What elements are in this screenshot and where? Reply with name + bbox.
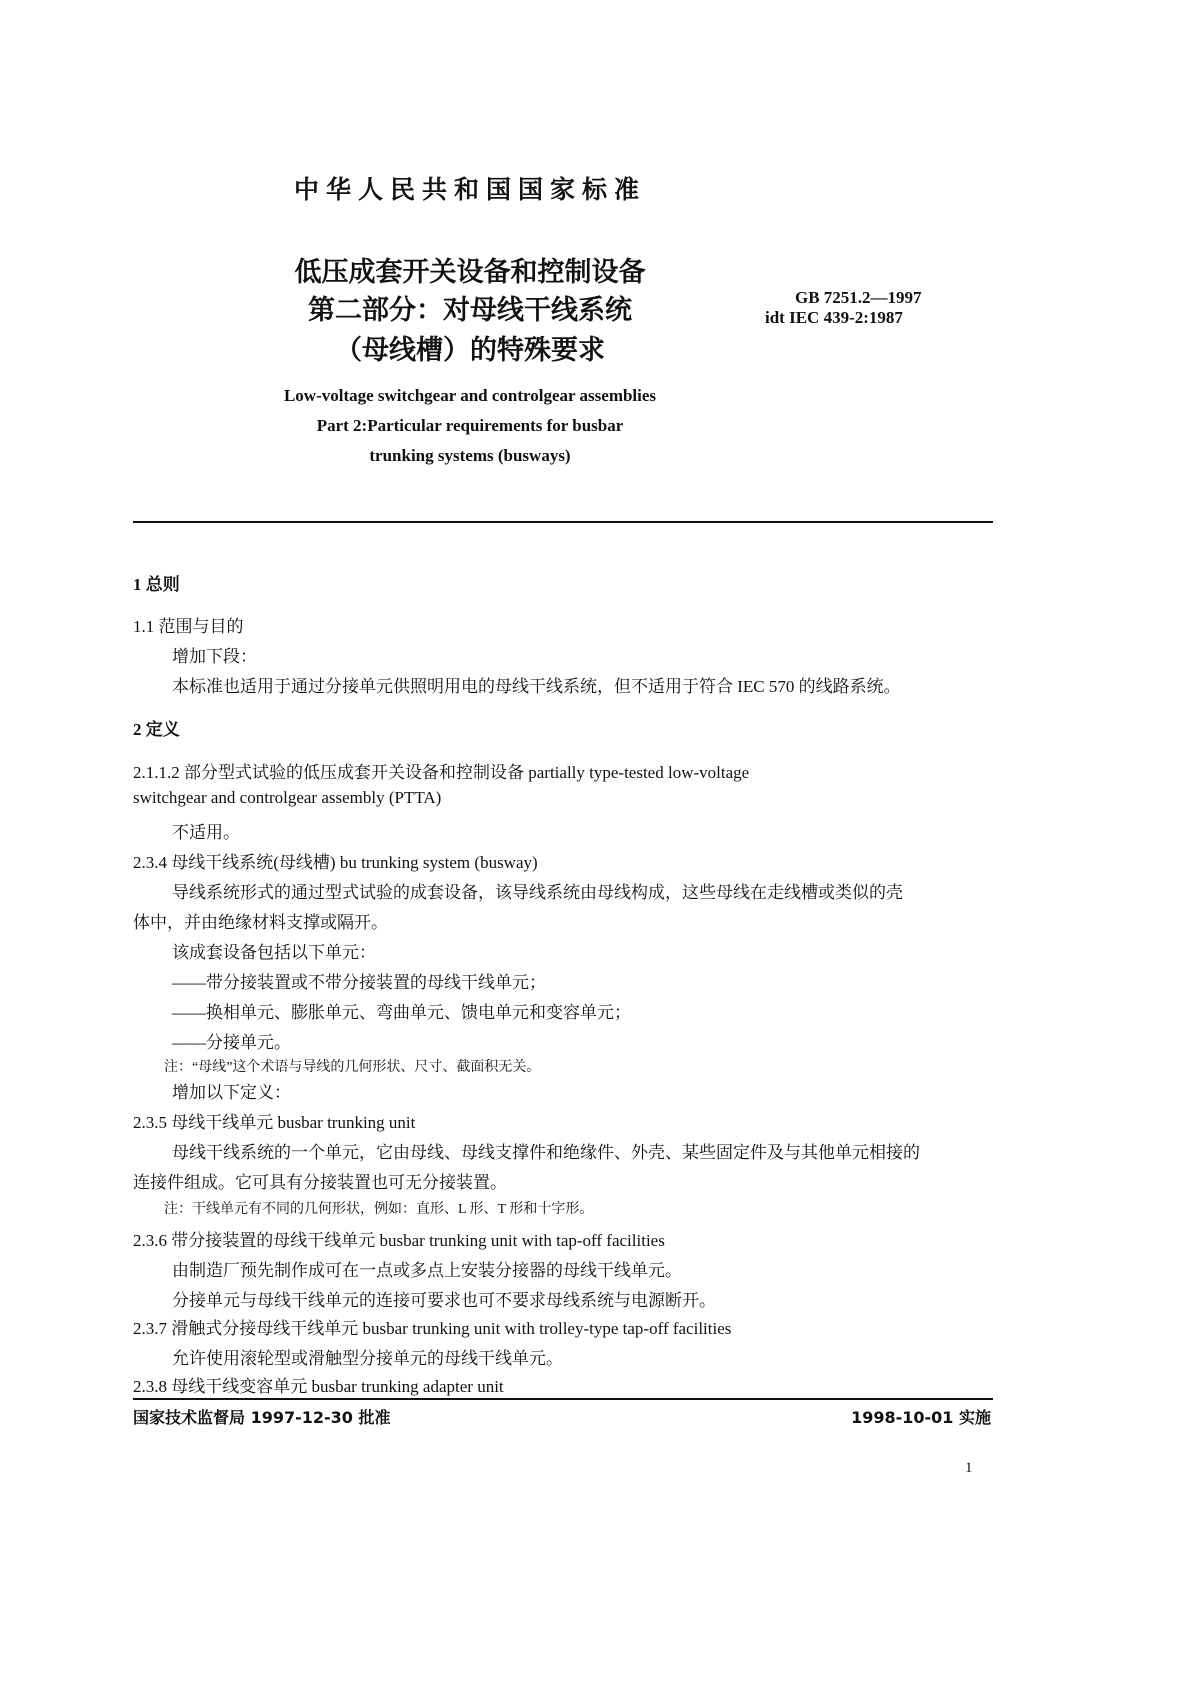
effective-date: 1998-10-01 实施 <box>851 1408 991 1427</box>
body-line: 2.3.6 带分接装置的母线干线单元 busbar trunking unit with tap-off facilities <box>133 1231 665 1250</box>
section-heading: 1 总则 <box>133 575 180 594</box>
footer-divider <box>133 1398 993 1400</box>
body-line: 该成套设备包括以下单元： <box>172 943 376 962</box>
body-line: 母线干线系统的一个单元，它由母线、母线支撑件和绝缘件、外壳、某些固定件及与其他单元相接的 <box>172 1143 920 1162</box>
body-line: 2.1.1.2 部分型式试验的低压成套开关设备和控制设备 partially type-tested low-voltage <box>133 763 750 782</box>
body-line: switchgear and controlgear assembly (PTTA) <box>133 788 442 807</box>
header-divider <box>133 521 993 523</box>
body-line: ——带分接装置或不带分接装置的母线干线单元； <box>172 973 546 992</box>
body-line: 导线系统形式的通过型式试验的成套设备，该导线系统由母线构成，这些母线在走线槽或类似的壳 <box>172 883 903 902</box>
body-line: 连接件组成。它可具有分接装置也可无分接装置。 <box>133 1173 507 1192</box>
country-standard-heading: 中华人民共和国国家标准 <box>293 175 646 204</box>
gb-code: GB 7251.2—1997 <box>795 288 922 307</box>
title-en-line-1: Low-voltage switchgear and controlgear assemblies <box>283 386 657 405</box>
body-line: 2.3.7 滑触式分接母线干线单元 busbar trunking unit with trolley-type tap-off facilities <box>133 1319 732 1338</box>
body-line: 体中，并由绝缘材料支撑或隔开。 <box>133 913 388 932</box>
body-line: ——分接单元。 <box>172 1033 291 1052</box>
body-line: 由制造厂预先制作成可在一点或多点上安装分接器的母线干线单元。 <box>172 1261 682 1280</box>
page-number: 1 <box>965 1460 973 1476</box>
title-cn-line-1: 低压成套开关设备和控制设备 <box>294 257 646 288</box>
body-line: 允许使用滚轮型或滑触型分接单元的母线干线单元。 <box>172 1349 563 1368</box>
title-cn-line-2: 第二部分：对母线干线系统 <box>308 295 632 326</box>
title-en-line-3: trunking systems (busways) <box>369 446 571 465</box>
body-line: ——换相单元、膨胀单元、弯曲单元、馈电单元和变容单元； <box>172 1003 631 1022</box>
approval-date: 国家技术监督局 1997-12-30 批准 <box>133 1408 391 1427</box>
body-line: 本标准也适用于通过分接单元供照明用电的母线干线系统，但不适用于符合 IEC 570 的线路系统。 <box>172 677 901 696</box>
section-heading: 2 定义 <box>133 720 180 739</box>
idt-code: idt IEC 439-2:1987 <box>765 308 903 327</box>
body-line: 2.3.8 母线干线变容单元 busbar trunking adapter unit <box>133 1377 504 1396</box>
body-line: 2.3.4 母线干线系统(母线槽) bu trunking system (busway) <box>133 853 538 872</box>
title-en-line-2: Part 2:Particular requirements for busbar <box>316 416 624 435</box>
note-line: 注：干线单元有不同的几何形状，例如：直形、L 形、T 形和十字形。 <box>164 1202 594 1217</box>
body-line: 不适用。 <box>172 823 240 842</box>
body-line: 增加下段： <box>172 647 257 666</box>
body-line: 1.1 范围与目的 <box>133 617 244 636</box>
body-line: 2.3.5 母线干线单元 busbar trunking unit <box>133 1113 416 1132</box>
note-line: 注：“母线”这个术语与导线的几何形状、尺寸、截面积无关。 <box>164 1060 541 1075</box>
title-cn-line-3: （母线槽）的特殊要求 <box>335 335 605 366</box>
body-line: 增加以下定义： <box>172 1083 291 1102</box>
body-line: 分接单元与母线干线单元的连接可要求也可不要求母线系统与电源断开。 <box>172 1291 716 1310</box>
